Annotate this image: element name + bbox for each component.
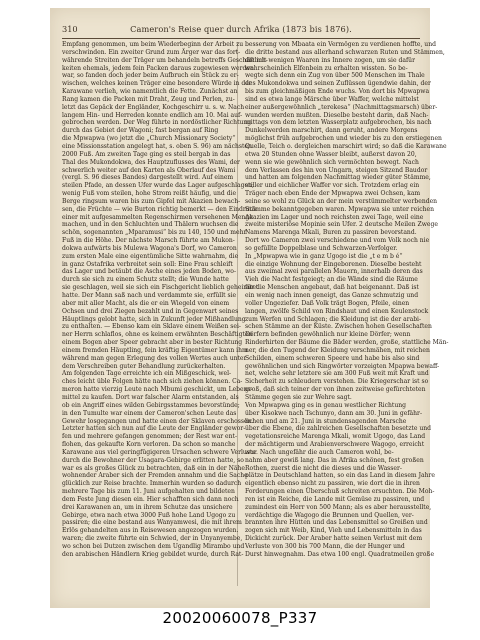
text-line: besserung von Mbaata ein Vermögen zu verdienen hoffte, und: [245, 41, 436, 48]
text-line: gebrochen werden. Der Weg führte in nordöstlicher Richtung: [62, 119, 252, 127]
text-line: meron hatte vierzig Leute nach Mbumi geschickt, um Lebens-: [62, 386, 253, 394]
text-line: die mit wenigen Waaren ins Innere zogen, um sie dafür: [245, 56, 415, 64]
text-line: schen Stämme an der Küste. Zwischen hohen Gesellschaften: [245, 323, 432, 331]
text-line: 2000 Fuß. Am zweiten Tage ging es steil bergab in das: [62, 150, 231, 158]
text-line: eigentlich ebenso nicht zu passiren, wie dort die in ihren: [245, 480, 420, 488]
text-line: durch die Bewohner der Usagara-Gebirge erlitten hatte, so: [62, 456, 244, 464]
text-line: Dunkelwerden marschirt, dann geruht, andere Morgens: [245, 127, 418, 135]
text-line: Stämme gegen sie zur Wehre sagt.: [245, 393, 352, 401]
text-line: sie geschlagen, weil sie sich ein Fischgericht lieblich geheiratet: [62, 284, 259, 292]
text-line: letzt das Gepäck der Engländer, Kochgeschirr u. s. w. Nach: [62, 103, 245, 111]
text-line: Sicherheit zu schleudern verstehen. Die Kriegerschar ist so: [245, 378, 429, 386]
text-line: Rinderhirten der Bäume die Bäder werden, große, stattliche Män-: [245, 339, 449, 347]
text-line: voller Ungeziefer. Daß Volk trägt Bogen, Pfeile, einen: [245, 299, 410, 307]
text-line: Empfang genommen, um beim Wiederbeginn der Arbeit zu: [62, 41, 244, 48]
running-title: Cameron's Reise quer durch Afrika (1873 bis 1876).: [130, 24, 352, 34]
text-line: langen, zwölfe Schild von Rindshaut und einen Keulenstock: [245, 307, 429, 315]
right-column: [245, 41, 449, 587]
text-line: ner Herrn schlaflos, ohne es keinem erwähnten Beschäftigten: [62, 331, 253, 339]
text-line: in den Tumulte war einem der Cameron'schen Leute das: [62, 409, 237, 417]
text-line: lichen und am 21. Juni in stundensagenden Marsche: [245, 417, 407, 425]
text-line: mittel zu kaufen. Dort war falscher Alarm entstanden, als: [62, 393, 239, 401]
text-line: mehrere Tage bis zum 11. Juni aufgehalten und bildeten: [62, 488, 235, 496]
text-line: Thal des Mukondokwa, des Hauptzuflusses des Wami, der: [62, 158, 240, 166]
text-line: wunden werden mußten. Dieselbe besteht darin, daß Nach-: [245, 111, 429, 119]
text-line: so gefüllte Doppelblase und Schwarzen-Verfolger.: [245, 244, 398, 252]
text-line: bis zum gleichmäßigen Ende wuchs. Von dort bis Mpwapwa: [245, 88, 430, 96]
text-line: hatte. Der Mann saß nach und verdammte sie, erfüllt sie: [62, 292, 237, 299]
text-line: Dort wo Cameron zwei verschiedene und vom Volk noch nie: [245, 237, 430, 245]
text-line: steilen Pfade, an dessen Ufer wurde das Lager aufgeschlagen;: [62, 182, 254, 190]
text-line: dem Verlassen des hin von Ungarn, steigen Sitzend Baudor: [245, 166, 428, 174]
text-line: Träger nach eben Ende der Mpwapwa zwei Ochsen, kam: [245, 190, 421, 198]
text-line: Karawane verlieh, wie namentlich die Fette. Zunächst an: [62, 88, 238, 96]
text-line: ches leicht üble Folgen hätte nach sich ziehen können. Ca-: [62, 378, 243, 386]
text-line: einer mit aufgesammelten Regenschirmen versehenen Menge: [62, 213, 253, 221]
text-line: schön, sogenannten „Mparamusi“ bis zu 140, 150 und mehr: [62, 229, 247, 237]
text-line: Stämme bekanntgegeben waren. Mpwapwa sie unter reichen: [245, 205, 434, 213]
text-line: sind es etwa lange Märsche über Waffer, welche mittelst: [245, 95, 419, 103]
text-line: zum ersten Male eine eigentümliche Sitte wahrnahm, die: [62, 252, 239, 260]
header-rule: [62, 38, 420, 39]
text-line: war. Nach ungefähr die auch Cameron wohl, be-: [245, 448, 394, 456]
text-line: einem Bogen aber Speer gebracht aber in bester Richtung: [62, 339, 243, 347]
text-line: eine Missionsstation angelegt hat, s. oben S. 96) am nächsten: [62, 142, 252, 150]
text-line: einer außergewöhnlich „terekesa“ (Nachmittagsmarsch) über-: [245, 103, 438, 111]
text-line: den arabischen Händlern Krieg gebildet wurde, durch Rat-: [62, 550, 244, 558]
text-line: dokwa aufwärts bis Mulewa Wagona's Dorf, wo Cameron: [62, 244, 237, 252]
text-line: währende Streiten der Träger um behandeln betreffs Geschäftlich-: [62, 56, 268, 64]
text-line: Schilden, einem schweren Speere und habe bis also sind: [245, 354, 420, 362]
text-line: aus zweimal zwei parallelen Mauern, innerhalb deren das: [245, 268, 423, 276]
text-line: plätze in Deutschland hatten, so ein das Land in diesem Jahre: [245, 472, 435, 480]
text-line: Karawane aus viel geringfügigeren Ursachen schwere Verluste: [62, 448, 256, 456]
text-line: dem Verschreiben guter Behandlung zurückerhalten.: [62, 362, 226, 370]
text-line: die Mpwapwa (wo jetzt die „Church Missionary Society“: [62, 135, 236, 143]
text-line: für die Menschen angebaut, daß hat beigenannt. Daß ist: [245, 284, 419, 292]
text-line: Rang kamen die Packen mit Draht, Zeug und Perlen, zu-: [62, 95, 235, 103]
text-line: Namens Marenga Mkali, Buren zu passiren bevorstand.: [245, 229, 417, 237]
text-line: einem fremden Häuptling, fein kräftig Eigentümer kann ihm: [62, 346, 248, 354]
text-line: Forderungen einen Überschuß schreiten ersuchten. Die Moh-: [245, 488, 435, 496]
text-line: sen, die Früchte — wie Burton richtig bemerkt — den Eindruck: [62, 205, 257, 213]
text-line: Ochsen und drei Ziegen bezahlt und in Gegenwart seines: [62, 307, 239, 315]
text-line: Durst hinwegnahm. Das etwa 100 engl. Quadratmeilen große: [245, 550, 435, 558]
text-line: Dörfern befinden gewöhnlich nur kleine Dörfer; wenn: [245, 331, 411, 339]
text-line: drei Karawanen an, um in ihrem Schutze das unsichere: [62, 503, 233, 511]
text-line: mittags von dem letzten Wasserplatz aufgebrochen, bis nach: [245, 119, 432, 127]
text-line: langem Hin- und Herreden konnte endlich am 10. Mai auf-: [62, 111, 243, 119]
text-line: schwerlich weiter auf den Karten als Oberlauf des Wami: [62, 166, 236, 174]
text-line: wahrscheinlich Elfenbein zu erhalten wissten. So be-: [245, 64, 408, 72]
text-line: fen und mehrere gefangen genommen; der Rest war ent-: [62, 433, 238, 441]
text-line: und hatten am folgenden Nachmittag wieder güter Stämme,: [245, 174, 431, 182]
text-line: machen, und in den Schluchten und Thälern wuchsen die: [62, 221, 239, 229]
text-line: ob ein Angriff eines wilden Gebirgsstammes bevorstünde;: [62, 401, 240, 409]
text-line: Letzter hatten sich nun auf die Leute der Engländer gewor-: [62, 425, 246, 433]
text-line: des Mukondokwa und seinen Zuflüssen ügendwie dahin, der: [245, 80, 431, 88]
text-line: stiller und eichlicher Waffer vor sich. Trotzdem erlag ein: [245, 182, 420, 190]
text-line: glücklich zur Reise brachte. Immerhin wurden so dadurch: [62, 480, 242, 488]
text-line: etwa 20 Stunden ohne Wasser bleibt, außerst davon 20,: [245, 150, 417, 158]
text-line: Verluste von 300 bis 700 Mann, die der Hunger und: [245, 543, 405, 550]
text-line: Von Mpwapwa ging es in genau westlicher Richtung: [245, 401, 406, 409]
text-line: seine so wohl zu Glück an der mein verstümmelter werbenden: [245, 197, 438, 205]
text-line: durch sie sich zu einem Schutz stellt; die Wunde hatte: [62, 276, 229, 284]
text-line: ren ist ein Reiche, die Lande mit Gemüse zu passiren, und: [245, 495, 425, 503]
text-line: wenig Fuß vom steilen, hohe Strom reißt häufig, und die: [62, 190, 237, 198]
text-line: zum Werfen und Schlagen; die Kleidung ist die der arabi-: [245, 315, 422, 323]
text-line: wenn sie wie gewöhnlich sich vermöchten bewegt. Nach: [245, 158, 419, 166]
text-line: Fuß in die Höhe. Der nächste Marsch führte am Mukon-: [62, 237, 235, 245]
text-line: während man gegen Erlegung des vollen Wertes auch unter: [62, 354, 247, 362]
text-line: In „Mpwapwa wie in ganz Ugogo ist die „t e m b é“: [245, 252, 403, 260]
book-page: [50, 8, 449, 608]
text-line: über die Ebene, die zahlreichen Gesellschaften besetzte und: [245, 425, 431, 433]
text-line: nahm aber gewiß lang. Das in Afrika schönen, fest großen: [245, 456, 424, 464]
text-line: Am folgenden Tage erreichte ich ein Mißgeschick, wel-: [62, 370, 232, 378]
text-columns: [62, 41, 449, 587]
text-line: Rothen, zuerst die nicht die dieses und die Wasser-: [245, 464, 402, 472]
scan-identifier: 20020060078_P337: [162, 609, 318, 627]
text-line: flohen, das gekaufte Korn verloren. Da schon so manche: [62, 441, 236, 449]
text-line: aber mit aller Macht, als die er ein Wiegeld von einem: [62, 299, 230, 307]
text-line: ein wenig nach innen geneigt, das Ganze schmutzig und: [245, 292, 419, 299]
text-line: Dickicht zurück. Der Araber hatte seinen Verlust mit dem: [245, 535, 423, 543]
text-line: zu enthalten. — Ebenso kam ein Sklave einem Weißen sei-: [62, 323, 241, 331]
text-line: verschwinden. Ein zweiter Grund zum Ärger war das fort-: [62, 48, 241, 56]
text-line: (vergl. S. 96 dieses Bandes) dargestellt wird. Auf einem: [62, 174, 234, 182]
text-line: ner, die den Tugend der Kleidung verschmähen, mit reichen: [245, 346, 430, 354]
text-line: zweite misteriöse Mopinie sein Ufer. 2 deutsche Meilen Zwege: [245, 221, 438, 229]
text-line: in ganz Ostafrika verbreitet sein soll: Eine Frau schleift: [62, 260, 233, 268]
text-line: wegte sich denn ein Zug von über 500 Menschen im Thale: [245, 72, 425, 80]
text-line: wo schon bei Dutzen zwischen dem Ugandlig Mirambo und: [62, 543, 245, 550]
text-line: net, welche sehr letztere sie am 300 Fuß weit mit Kraft und: [245, 370, 429, 378]
text-line: Quelle, Teich o. dergleichen marschirt wird; so daß die Karawane: [245, 142, 447, 150]
text-line: Vieh die Nacht festgeiegt; an die Wände sind die Räume: [245, 276, 418, 284]
text-line: Gewehr losgegangen und hatte einen der Sklaven erschossen.: [62, 417, 254, 425]
text-line: dem Feste Jung diesen ein. Hier schafften sich dann noch: [62, 495, 239, 503]
text-line: wischen, welches keinen Träger eine besondere Würde in der: [62, 80, 252, 88]
text-line: gewöhnlichen und sich Ringwörter vorzeigten Mpapwa bewaff-: [245, 362, 440, 370]
text-line: die einzige Wohnung der Eingeborenen. Dieselbe besteht: [245, 260, 422, 268]
text-line: das Lager und betäubt die Asche eines jeden Boden, wo-: [62, 268, 236, 276]
text-line: verdächtige die Wagogo die Brunnen und Quellen, ver-: [245, 511, 414, 519]
page-number: 310: [62, 24, 78, 34]
text-line: waren; die zweite führte ein Schwied, der in Unyanyembe,: [62, 535, 243, 543]
text-line: brannten ihre Hütten und das Lebensmittel so Greißen und: [245, 519, 428, 527]
text-line: keiten ehemals, jedem fein Packen daraus zugewiesen werden: [62, 64, 254, 72]
text-line: Gebirge, etwa nach etwa 3000 Fuß hohe Land Ugogo zu: [62, 511, 236, 519]
text-line: möglichst früh aufgebrochen und wieder bis zu den erstiegenen: [245, 135, 442, 143]
text-line: Häuptlings gelobt hatte, sich in Zukunft jeder Mißhandlung: [62, 315, 246, 323]
text-line: Berge ringsum waren bis zum Gipfel mit Akazien bewach-: [62, 197, 241, 205]
left-column: [62, 41, 268, 587]
text-line: war es als großes Glück zu betrachten, daß ein in der Nähe: [62, 464, 245, 472]
text-line: groß, daß sich teiner der von ihnen zeitweise gefürchteten: [245, 386, 426, 394]
text-line: passiren; die eine bestand aus Wanyamwesi, die mit ihrem: [62, 519, 242, 527]
text-line: Akazien im Lager und noch reichsten zwei Tage, weil eine: [245, 213, 424, 221]
text-line: wohnender Araber sich der Fremden annahm und die Sache: [62, 472, 248, 480]
text-line: über Kisokwe nach Tschunyo, dann am 30. Juni in gefähr-: [245, 409, 422, 417]
text-line: zogen sich mit Weib, Kind, Vieh und Lebensmitteln in das: [245, 527, 422, 535]
text-line: zumindest ein Herr von 500 Mann; als es aber herausstellte,: [245, 503, 432, 511]
text-line: durch das Gebiet der Wagoni; fast bergan auf Ring: [62, 127, 219, 135]
page-header: [62, 24, 420, 36]
text-line: die dritte bestand aus allerhand schwarzen Ruten und Stämmen,: [245, 48, 445, 56]
text-line: vegetationsreiche Marenga Mkali, womit Ugogo, das Land: [245, 433, 426, 441]
text-line: Erlös gehandelten aus in Reisewesen angezogen wurden.: [62, 527, 239, 535]
text-line: der mächtigerm und Arabienverschwere Wagogo, erreicht: [245, 441, 425, 449]
text-line: war, so fanden doch jeder beim Aufbruch ein Stück zu er-: [62, 72, 239, 80]
